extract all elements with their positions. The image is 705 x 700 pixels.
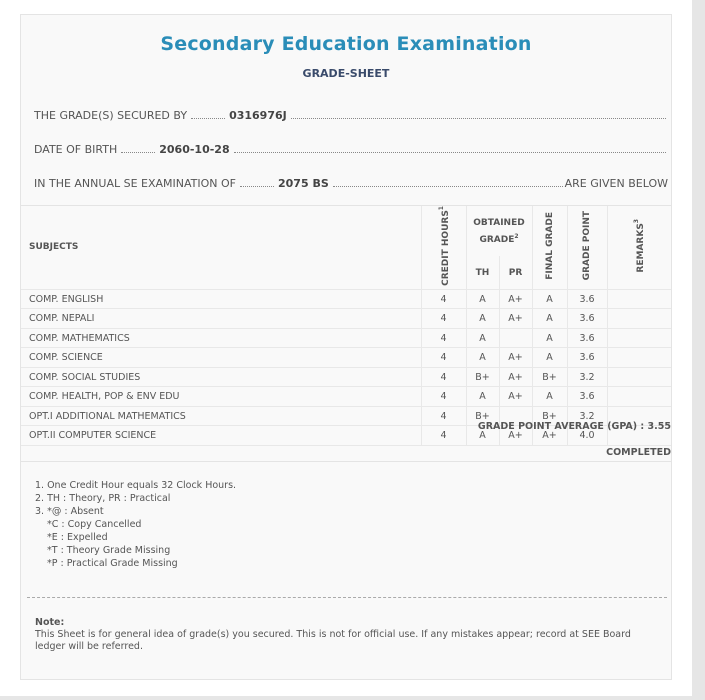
secured-by-label: THE GRADE(S) SECURED BY xyxy=(34,109,188,122)
footnote-item: *T : Theory Grade Missing xyxy=(47,545,171,556)
footnote-item: *C : Copy Cancelled xyxy=(47,519,142,530)
final-grade-header: FINAL GRADE xyxy=(532,206,567,290)
symbol-number: 0316976J xyxy=(229,109,287,122)
scrollbar-track[interactable] xyxy=(692,0,705,700)
subject-cell: COMP. NEPALI xyxy=(21,309,421,329)
footnote-item: *P : Practical Grade Missing xyxy=(47,558,178,569)
th-grade-cell: A xyxy=(466,309,499,329)
subjects-header: SUBJECTS xyxy=(21,206,421,290)
dotted-leader xyxy=(121,148,155,153)
dotted-leader xyxy=(291,114,666,119)
pr-grade-cell: A+ xyxy=(499,289,532,309)
pr-grade-cell: A+ xyxy=(499,348,532,368)
credit-cell: 4 xyxy=(421,367,466,387)
dotted-leader xyxy=(191,114,225,119)
table-row xyxy=(21,328,671,348)
grade-point-cell: 3.6 xyxy=(567,328,607,348)
dotted-leader xyxy=(333,182,563,187)
note-title: Note: xyxy=(35,617,65,628)
page-bottom-border xyxy=(0,696,705,700)
th-grade-cell: A xyxy=(466,426,499,446)
th-grade-cell: A xyxy=(466,387,499,407)
dotted-leader xyxy=(240,182,274,187)
footnote-item: 2. TH : Theory, PR : Practical xyxy=(35,493,171,504)
remarks-cell xyxy=(607,309,671,329)
subject-cell: OPT.I ADDITIONAL MATHEMATICS xyxy=(21,406,421,426)
footnote-item: 1. One Credit Hour equals 32 Clock Hours. xyxy=(35,480,237,491)
remarks-cell xyxy=(607,289,671,309)
note-section xyxy=(35,617,655,653)
grade-point-cell: 4.0 xyxy=(567,426,607,446)
grade-sheet xyxy=(20,14,672,680)
footnotes xyxy=(35,479,236,570)
table-row xyxy=(21,348,671,368)
given-below-label: ARE GIVEN BELOW xyxy=(564,177,668,190)
grade-point-cell: 3.6 xyxy=(567,309,607,329)
status-completed: COMPLETED xyxy=(606,447,671,458)
th-grade-cell: B+ xyxy=(466,406,499,426)
subject-cell: COMP. SCIENCE xyxy=(21,348,421,368)
divider xyxy=(21,461,671,462)
remarks-cell xyxy=(607,367,671,387)
dob-value: 2060-10-28 xyxy=(159,143,230,156)
grade-point-cell: 3.2 xyxy=(567,406,607,426)
footnote-item: *E : Expelled xyxy=(47,532,108,543)
remarks-cell xyxy=(607,348,671,368)
final-grade-cell: A+ xyxy=(532,426,567,446)
pr-grade-cell: A+ xyxy=(499,309,532,329)
final-grade-cell: A xyxy=(532,309,567,329)
remarks-cell xyxy=(607,387,671,407)
grades-table xyxy=(21,205,671,446)
final-grade-cell: A xyxy=(532,387,567,407)
credit-cell: 4 xyxy=(421,387,466,407)
gpa-summary xyxy=(478,421,671,432)
table-row xyxy=(21,309,671,329)
subject-cell: COMP. MATHEMATICS xyxy=(21,328,421,348)
final-grade-cell: B+ xyxy=(532,406,567,426)
final-grade-cell: A xyxy=(532,348,567,368)
gpa-value: 3.55 xyxy=(647,421,671,432)
grade-point-header: GRADE POINT xyxy=(567,206,607,290)
subject-cell: COMP. HEALTH, POP & ENV EDU xyxy=(21,387,421,407)
remarks-cell xyxy=(607,328,671,348)
subject-cell: COMP. ENGLISH xyxy=(21,289,421,309)
exam-year: 2075 BS xyxy=(278,177,329,190)
pr-grade-cell: A+ xyxy=(499,367,532,387)
remarks-header: REMARKS$^3$ xyxy=(607,206,671,290)
note-text: This Sheet is for general idea of grade(s) you secured. This is not for official use. If any mistakes appear; record at SEE Board ledger will be referred. xyxy=(35,629,631,652)
grade-point-cell: 3.6 xyxy=(567,387,607,407)
pr-grade-cell: A+ xyxy=(499,426,532,446)
table-row xyxy=(21,289,671,309)
dotted-leader xyxy=(234,148,666,153)
final-grade-cell: A xyxy=(532,328,567,348)
th-grade-cell: B+ xyxy=(466,367,499,387)
credit-hours-header: CREDIT HOURS$^1$ xyxy=(421,206,466,290)
table-row xyxy=(21,367,671,387)
th-grade-cell: A xyxy=(466,348,499,368)
final-grade-cell: B+ xyxy=(532,367,567,387)
subject-cell: OPT.II COMPUTER SCIENCE xyxy=(21,426,421,446)
footnote-item: 3. *@ : Absent xyxy=(35,506,104,517)
final-grade-cell: A xyxy=(532,289,567,309)
credit-cell: 4 xyxy=(421,289,466,309)
exam-line xyxy=(34,174,668,190)
secured-by-line xyxy=(34,106,668,122)
gpa-label: GRADE POINT AVERAGE (GPA) : xyxy=(477,421,645,432)
th-header: TH xyxy=(466,256,499,289)
dashed-divider xyxy=(27,597,667,598)
date-of-birth-line xyxy=(34,140,668,156)
dob-label: DATE OF BIRTH xyxy=(34,143,118,156)
pr-header: PR xyxy=(499,256,532,289)
credit-cell: 4 xyxy=(421,328,466,348)
pr-grade-cell: A+ xyxy=(499,387,532,407)
grade-point-cell: 3.6 xyxy=(567,348,607,368)
obtained-grade-header: OBTAINED GRADE$^2$ xyxy=(466,206,532,257)
credit-cell: 4 xyxy=(421,426,466,446)
page-title: Secondary Education Examination xyxy=(160,33,532,55)
th-grade-cell: A xyxy=(466,328,499,348)
table-row xyxy=(21,387,671,407)
credit-cell: 4 xyxy=(421,348,466,368)
page-subtitle: GRADE-SHEET xyxy=(302,67,390,80)
exam-label: IN THE ANNUAL SE EXAMINATION OF xyxy=(34,177,236,190)
credit-cell: 4 xyxy=(421,406,466,426)
grade-point-cell: 3.2 xyxy=(567,367,607,387)
credit-cell: 4 xyxy=(421,309,466,329)
subject-cell: COMP. SOCIAL STUDIES xyxy=(21,367,421,387)
grade-point-cell: 3.6 xyxy=(567,289,607,309)
th-grade-cell: A xyxy=(466,289,499,309)
pr-grade-cell xyxy=(499,328,532,348)
